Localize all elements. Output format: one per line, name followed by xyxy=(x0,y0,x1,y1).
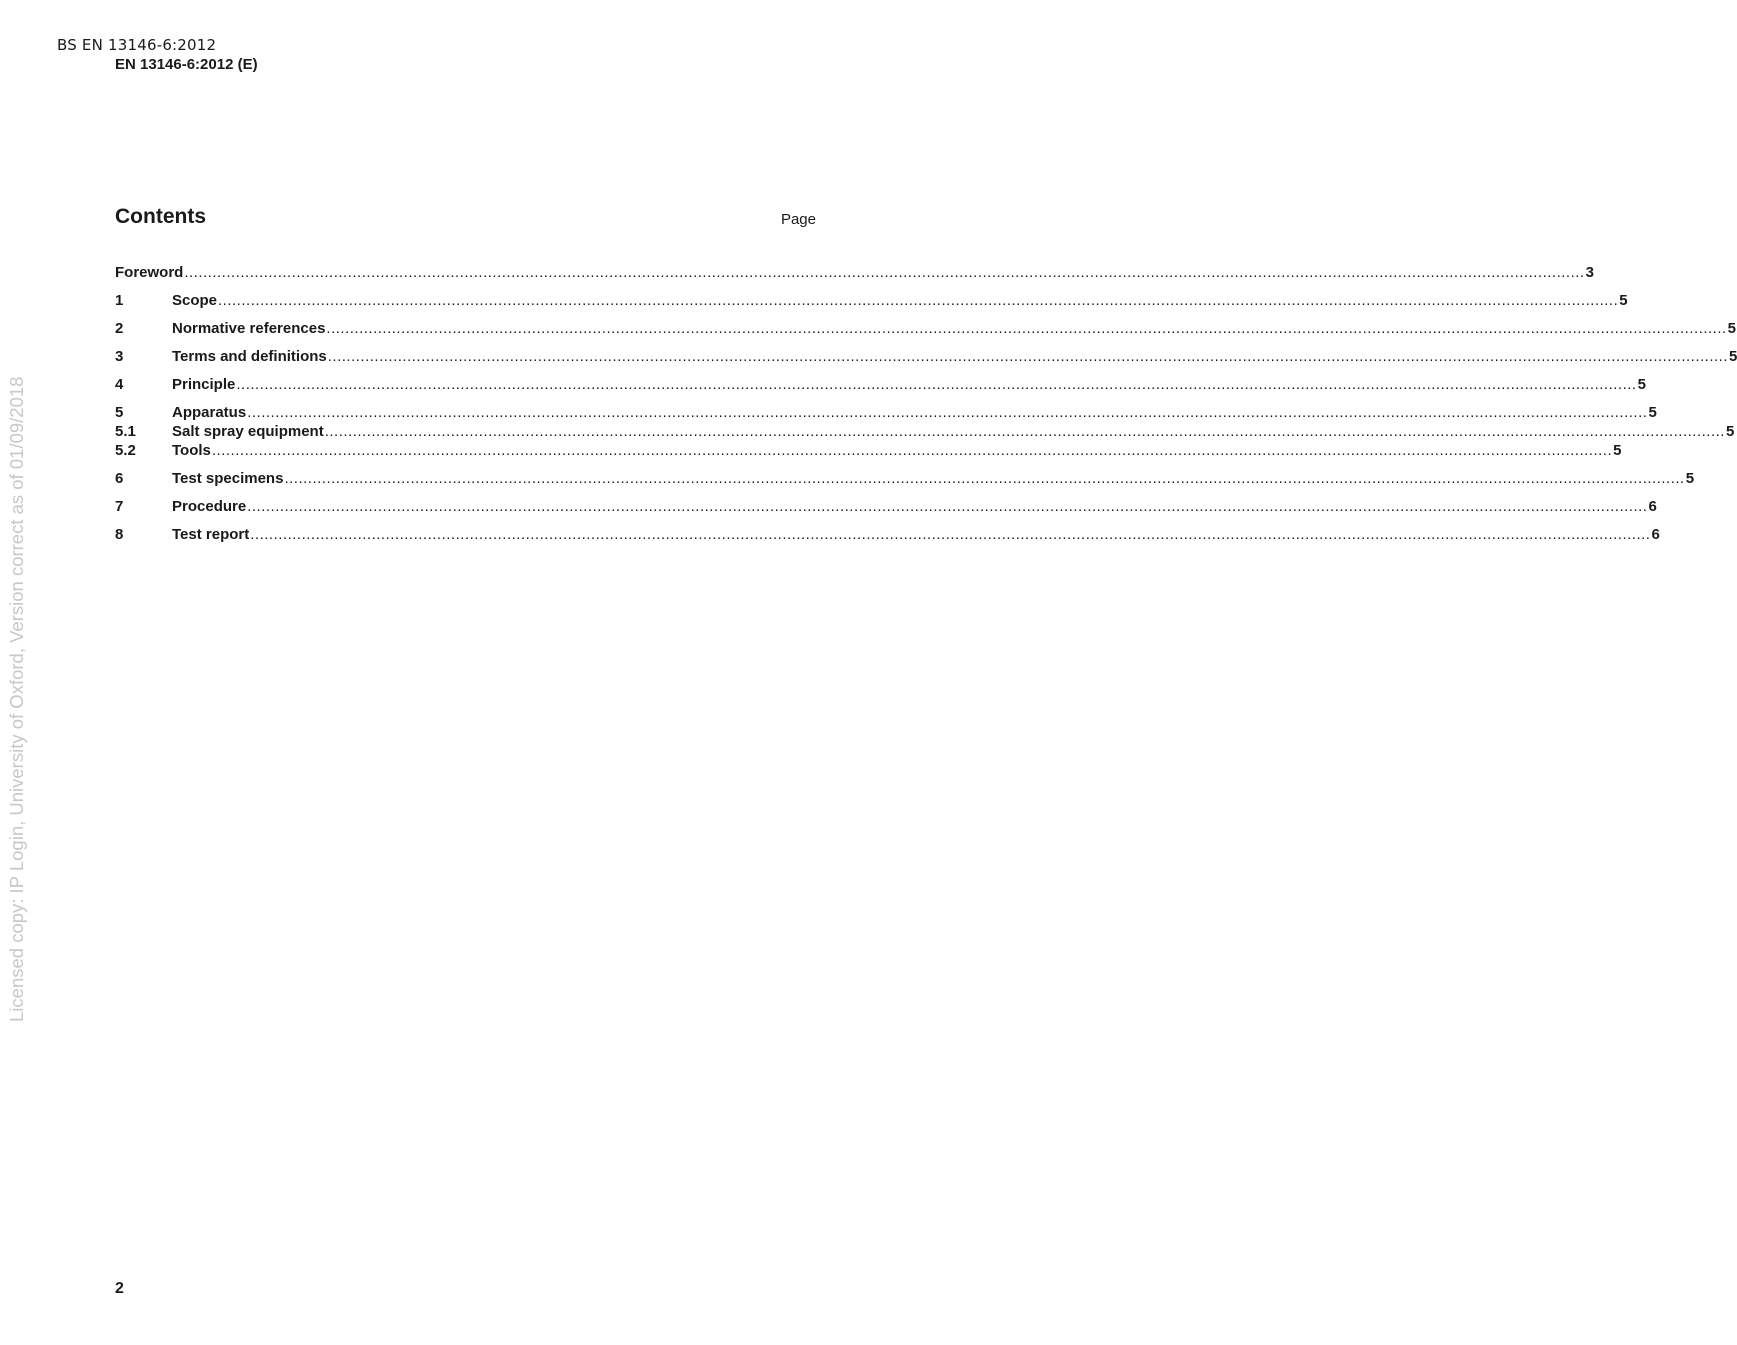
toc-leader-dots: ............................................................................................................................................................................................................................................................................................................ xyxy=(184,264,1585,281)
toc-entry-number: 4 xyxy=(115,376,124,393)
page-number: 2 xyxy=(115,1280,124,1297)
toc-leader-dots: ............................................................................................................................................................................................................................................................................................................ xyxy=(326,320,1727,337)
toc-leader-dots: ............................................................................................................................................................................................................................................................................................................ xyxy=(247,498,1648,515)
toc-entry-title: Test specimens xyxy=(172,470,284,487)
toc-entry-page: 6 xyxy=(1648,498,1657,515)
toc-entry-test-specimens[interactable] xyxy=(115,470,1695,488)
toc-entry-number: 1 xyxy=(115,292,124,309)
toc-entry-number: 5.1 xyxy=(115,423,136,440)
toc-entry-apparatus[interactable] xyxy=(115,404,1657,422)
contents-heading: Contents xyxy=(115,205,206,228)
toc-leader-dots: ............................................................................................................................................................................................................................................................................................................ xyxy=(236,376,1637,393)
toc-entry-page: 5 xyxy=(1613,442,1622,459)
toc-entry-title: Terms and definitions xyxy=(172,348,327,365)
toc-entry-scope[interactable] xyxy=(115,292,1628,310)
toc-entry-number: 3 xyxy=(115,348,124,365)
toc-entry-number: 5.2 xyxy=(115,442,136,459)
toc-entry-page: 6 xyxy=(1651,526,1660,543)
toc-entry-procedure[interactable] xyxy=(115,498,1657,516)
toc-leader-dots: ............................................................................................................................................................................................................................................................................................................ xyxy=(218,292,1619,309)
toc-entry-salt-spray-equipment[interactable] xyxy=(115,423,1735,441)
toc-entry-number: 7 xyxy=(115,498,124,515)
toc-entry-number: 2 xyxy=(115,320,124,337)
license-watermark: Licensed copy: IP Login, University of Oxford, Version correct as of 01/09/2018 xyxy=(6,376,27,1022)
toc-entry-foreword[interactable] xyxy=(115,264,1594,282)
toc-entry-title: Apparatus xyxy=(172,404,247,421)
toc-entry-tools[interactable] xyxy=(115,442,1622,460)
toc-entry-page: 5 xyxy=(1729,348,1737,365)
toc-entry-principle[interactable] xyxy=(115,376,1646,394)
toc-leader-dots: ............................................................................................................................................................................................................................................................................................................ xyxy=(327,348,1728,365)
toc-entry-number: 5 xyxy=(115,404,124,421)
toc-entry-title: Procedure xyxy=(172,498,247,515)
en-standard-code: EN 13146-6:2012 (E) xyxy=(115,56,258,73)
toc-leader-dots: ............................................................................................................................................................................................................................................................................................................ xyxy=(247,404,1648,421)
toc-entry-title: Salt spray equipment xyxy=(172,423,324,440)
toc-entry-test-report[interactable] xyxy=(115,526,1660,544)
toc-entry-title: Normative references xyxy=(172,320,326,337)
toc-entry-title: Foreword xyxy=(115,264,184,281)
toc-entry-terms-and-definitions[interactable] xyxy=(115,348,1737,366)
toc-entry-page: 5 xyxy=(1637,376,1646,393)
toc-entry-page: 3 xyxy=(1585,264,1594,281)
toc-entry-number: 6 xyxy=(115,470,124,487)
toc-leader-dots: ............................................................................................................................................................................................................................................................................................................ xyxy=(211,442,1613,459)
toc-entry-normative-references[interactable] xyxy=(115,320,1737,338)
table-of-contents xyxy=(115,264,1737,544)
toc-leader-dots: ............................................................................................................................................................................................................................................................................................................ xyxy=(284,470,1685,487)
toc-entry-title: Tools xyxy=(172,442,211,459)
toc-entry-page: 5 xyxy=(1727,320,1737,337)
toc-entry-page: 5 xyxy=(1619,292,1628,309)
toc-leader-dots: ............................................................................................................................................................................................................................................................................................................ xyxy=(324,423,1725,440)
toc-entry-number: 8 xyxy=(115,526,124,543)
bs-standard-code: BS EN 13146-6:2012 xyxy=(57,36,217,54)
toc-entry-page: 5 xyxy=(1725,423,1735,440)
toc-entry-title: Scope xyxy=(172,292,218,309)
toc-leader-dots: ............................................................................................................................................................................................................................................................................................................ xyxy=(250,526,1651,543)
toc-entry-title: Test report xyxy=(172,526,250,543)
toc-entry-page: 5 xyxy=(1648,404,1657,421)
page-column-label: Page xyxy=(780,211,816,228)
toc-entry-page: 5 xyxy=(1685,470,1695,487)
toc-entry-title: Principle xyxy=(172,376,236,393)
